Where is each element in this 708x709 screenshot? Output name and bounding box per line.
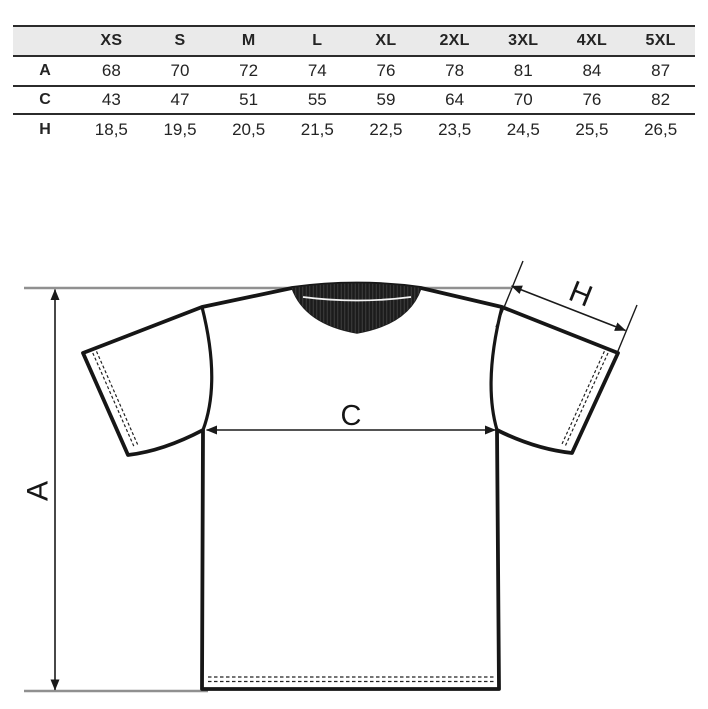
tshirt-body-outline	[83, 284, 618, 690]
size-col-header: 2XL	[420, 26, 489, 56]
table-cell: 74	[283, 56, 352, 86]
size-col-header: 5XL	[626, 26, 695, 56]
table-cell: 76	[558, 86, 627, 114]
dimension-c-label: C	[340, 400, 362, 432]
table-cell: 64	[420, 86, 489, 114]
table-cell: 43	[77, 86, 146, 114]
table-cell: 87	[626, 56, 695, 86]
size-col-header: XS	[77, 26, 146, 56]
size-col-header: 3XL	[489, 26, 558, 56]
dimension-a-label: A	[21, 480, 55, 502]
table-cell: 84	[558, 56, 627, 86]
dimension-h-label: H	[564, 274, 597, 314]
table-cell: 70	[489, 86, 558, 114]
table-cell: 55	[283, 86, 352, 114]
table-cell: 82	[626, 86, 695, 114]
table-cell: 72	[214, 56, 283, 86]
table-cell: 23,5	[438, 119, 472, 139]
size-col-header: M	[214, 26, 283, 56]
size-col-header: 4XL	[558, 26, 627, 56]
table-cell: 18,5	[94, 119, 128, 139]
table-cell: 19,5	[163, 119, 197, 139]
table-cell: 78	[420, 56, 489, 86]
row-label: C	[13, 86, 77, 114]
table-cell: 24,5	[506, 119, 540, 139]
size-col-header: S	[146, 26, 215, 56]
table-cell: 51	[214, 86, 283, 114]
table-cell: 70	[146, 56, 215, 86]
row-label: A	[13, 56, 77, 86]
table-cell: 25,5	[575, 119, 609, 139]
table-cell: 26,5	[644, 119, 678, 139]
table-cell: 20,5	[232, 119, 266, 139]
table-cell: 81	[489, 56, 558, 86]
table-cell: 21,5	[300, 119, 334, 139]
table-cell: 47	[146, 86, 215, 114]
row-label: H	[39, 120, 51, 138]
table-cell: 22,5	[369, 119, 403, 139]
size-col-header: L	[283, 26, 352, 56]
table-cell: 68	[77, 56, 146, 86]
h-extension-line-2	[613, 305, 637, 363]
size-col-header: XL	[352, 26, 421, 56]
table-cell: 76	[352, 56, 421, 86]
table-cell: 59	[352, 86, 421, 114]
